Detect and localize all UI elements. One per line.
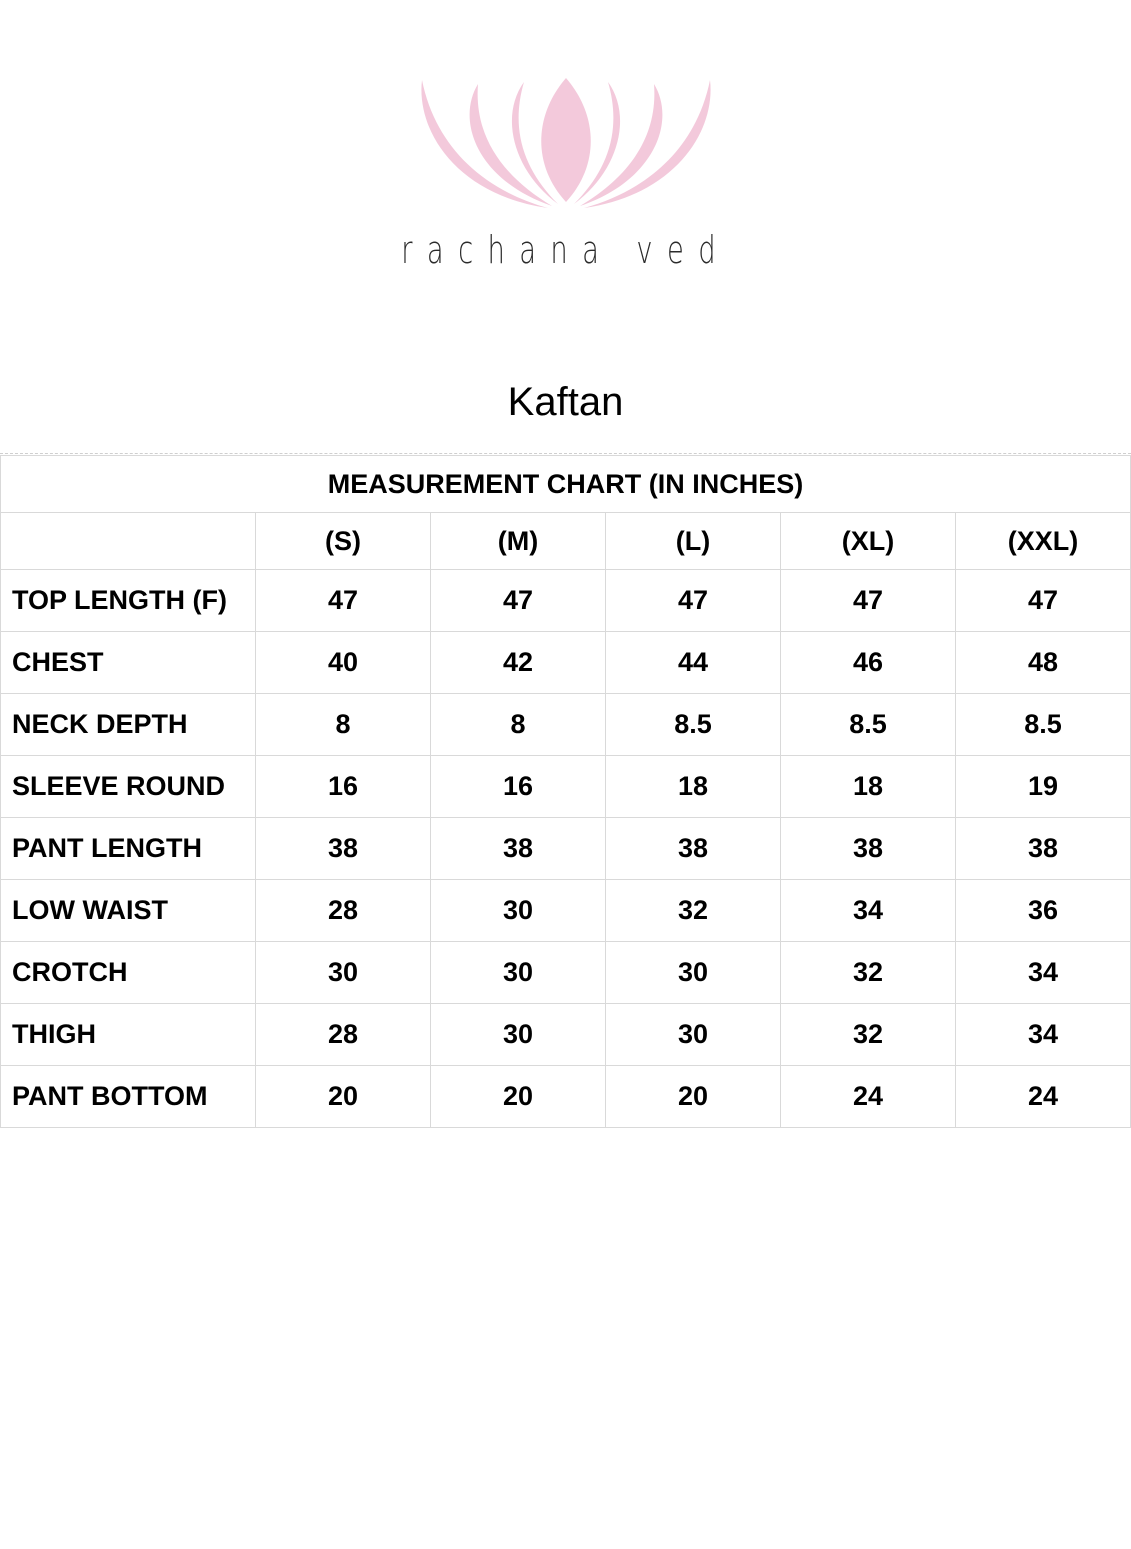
table-row <box>1 880 1131 942</box>
measurement-cell: 38 <box>956 818 1131 880</box>
measurement-cell: 8.5 <box>781 694 956 756</box>
row-label: TOP LENGTH (F) <box>1 570 256 632</box>
page-title: Kaftan <box>507 380 624 424</box>
measurement-cell: 47 <box>431 570 606 632</box>
row-label: THIGH <box>1 1004 256 1066</box>
measurement-cell: 8 <box>431 694 606 756</box>
row-label: SLEEVE ROUND <box>1 756 256 818</box>
brand-name: rachana ved <box>401 228 731 272</box>
size-header: (M) <box>431 513 606 570</box>
measurement-cell: 28 <box>256 880 431 942</box>
measurement-cell: 8.5 <box>956 694 1131 756</box>
table-row <box>1 942 1131 1004</box>
measurement-cell: 34 <box>956 942 1131 1004</box>
row-label: LOW WAIST <box>1 880 256 942</box>
measurement-cell: 46 <box>781 632 956 694</box>
measurement-cell: 20 <box>606 1066 781 1128</box>
measurement-cell: 47 <box>781 570 956 632</box>
measurement-cell: 38 <box>431 818 606 880</box>
measurement-cell: 30 <box>431 880 606 942</box>
table-row <box>1 1004 1131 1066</box>
row-label: PANT LENGTH <box>1 818 256 880</box>
row-label: CROTCH <box>1 942 256 1004</box>
measurement-cell: 8 <box>256 694 431 756</box>
measurement-cell: 40 <box>256 632 431 694</box>
measurement-cell: 32 <box>606 880 781 942</box>
size-header: (XL) <box>781 513 956 570</box>
measurement-cell: 30 <box>431 1004 606 1066</box>
measurement-cell: 47 <box>256 570 431 632</box>
table-header-row <box>1 513 1131 570</box>
table-row <box>1 694 1131 756</box>
row-label: NECK DEPTH <box>1 694 256 756</box>
table-row <box>1 818 1131 880</box>
header-empty-cell <box>1 513 256 570</box>
row-label: CHEST <box>1 632 256 694</box>
measurement-cell: 30 <box>256 942 431 1004</box>
measurement-cell: 20 <box>256 1066 431 1128</box>
measurement-cell: 8.5 <box>606 694 781 756</box>
size-header: (S) <box>256 513 431 570</box>
measurement-cell: 20 <box>431 1066 606 1128</box>
measurement-cell: 18 <box>606 756 781 818</box>
measurement-cell: 32 <box>781 942 956 1004</box>
measurement-cell: 36 <box>956 880 1131 942</box>
table-caption: MEASUREMENT CHART (IN INCHES) <box>1 456 1131 513</box>
measurement-cell: 19 <box>956 756 1131 818</box>
table-row <box>1 632 1131 694</box>
table-caption-row <box>1 456 1131 513</box>
table-row <box>1 1066 1131 1128</box>
measurement-cell: 16 <box>431 756 606 818</box>
measurement-cell: 24 <box>956 1066 1131 1128</box>
measurement-cell: 30 <box>431 942 606 1004</box>
row-label: PANT BOTTOM <box>1 1066 256 1128</box>
measurement-cell: 18 <box>781 756 956 818</box>
measurement-cell: 30 <box>606 1004 781 1066</box>
measurement-cell: 42 <box>431 632 606 694</box>
measurement-cell: 30 <box>606 942 781 1004</box>
measurement-cell: 24 <box>781 1066 956 1128</box>
measurement-cell: 34 <box>956 1004 1131 1066</box>
size-header: (XXL) <box>956 513 1131 570</box>
measurement-cell: 16 <box>256 756 431 818</box>
size-header: (L) <box>606 513 781 570</box>
divider <box>0 453 1131 454</box>
brand-logo <box>0 70 1131 210</box>
measurement-cell: 28 <box>256 1004 431 1066</box>
table-row <box>1 570 1131 632</box>
measurement-cell: 38 <box>606 818 781 880</box>
measurement-cell: 47 <box>606 570 781 632</box>
measurement-cell: 38 <box>781 818 956 880</box>
lotus-icon <box>416 70 716 210</box>
measurement-table <box>0 455 1131 1128</box>
table-row <box>1 756 1131 818</box>
measurement-cell: 48 <box>956 632 1131 694</box>
measurement-cell: 44 <box>606 632 781 694</box>
measurement-cell: 47 <box>956 570 1131 632</box>
measurement-cell: 34 <box>781 880 956 942</box>
measurement-cell: 32 <box>781 1004 956 1066</box>
measurement-cell: 38 <box>256 818 431 880</box>
